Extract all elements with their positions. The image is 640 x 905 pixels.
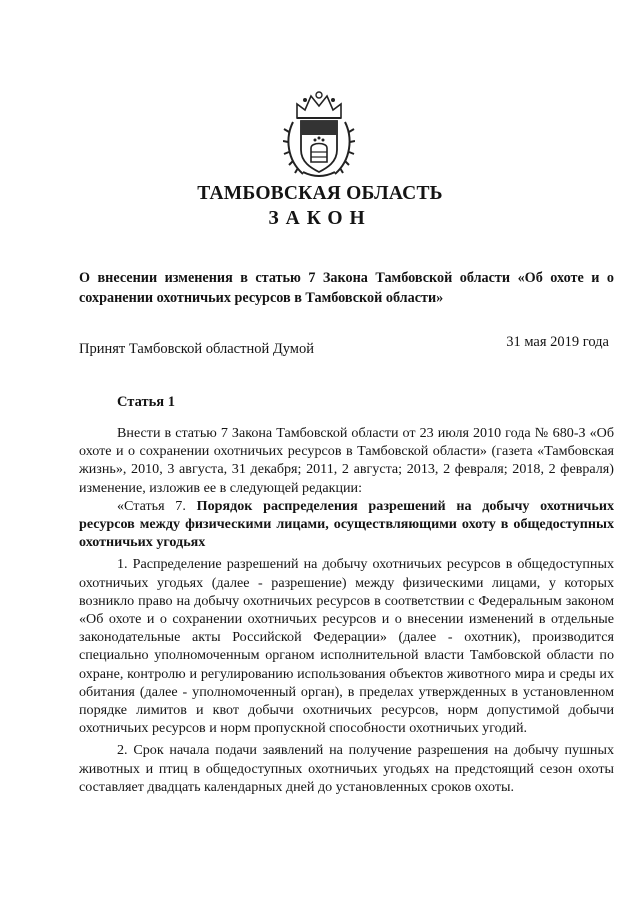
law-title: О внесении изменения в статью 7 Закона Тамбовской области «Об охоте и о сохранении охотничьих ресурсов в Тамбовской области» — [79, 270, 614, 306]
clause-1: 1. Распределение разрешений на добычу охотничьих ресурсов в общедоступных охотничьих угодьях (далее - разрешение) между физическими лицами, у которых возникло право на добычу охотничьих ресурсов в соответствии с Федеральным законом «Об охоте и о сохранении охотничьих ресурсов и о внесении изменений в отдельные законодательные акты Российской Федерации» (далее - охотник), производится специально уполномоченным органом исполнительной власти Тамбовской области по охране, контролю и регулированию использования объектов животного мира и среды их обитания (далее - уполномоченный орган), в пределах утвержденных в установленном порядке лимитов и квот добычи охотничьих ресурсов, норм допустимой добычи охотничьих ресурсов и норм пропускной способности охотничьих угодий. — [79, 556, 614, 737]
adoption-date: 31 мая 2019 года — [506, 334, 609, 350]
region-name: ТАМБОВСКАЯ ОБЛАСТЬ — [197, 183, 443, 204]
clause-2: 2. Срок начала подачи заявлений на получение разрешения на добычу пушных животных и птиц в общедоступных охотничьих угодьях на предстоящий сезон охоты составляет двадцать календарных дней до установленных сроков охоты. — [79, 742, 614, 795]
tambov-coat-of-arms-icon — [283, 88, 355, 180]
quoted-article-title: Порядок распределения разрешений на добычу охотничьих ресурсов между физическими лицами, осуществляющими охоту в общедоступных охотничьих угодьях — [79, 497, 614, 551]
quoted-article-heading — [79, 497, 614, 552]
article-body — [79, 424, 614, 796]
adopted-by: Принят Тамбовской областной Думой — [79, 341, 314, 357]
article-heading: Статья 1 — [117, 394, 175, 410]
article-intro: Внести в статью 7 Закона Тамбовской области от 23 июля 2010 года № 680-З «Об охоте и о сохранении охотничьих ресурсов в Тамбовской области» (газета «Тамбовская жизнь», 2010, 3 августа, 31 декабря; 2011, 2 августа; 2013, 2 февраля; 2018, 2 февраля) изменение, изложив ее в следующей редакции: — [79, 425, 614, 496]
quoted-article-prefix: «Статья 7. — [117, 497, 186, 514]
document-type: ЗАКОН — [268, 208, 372, 229]
